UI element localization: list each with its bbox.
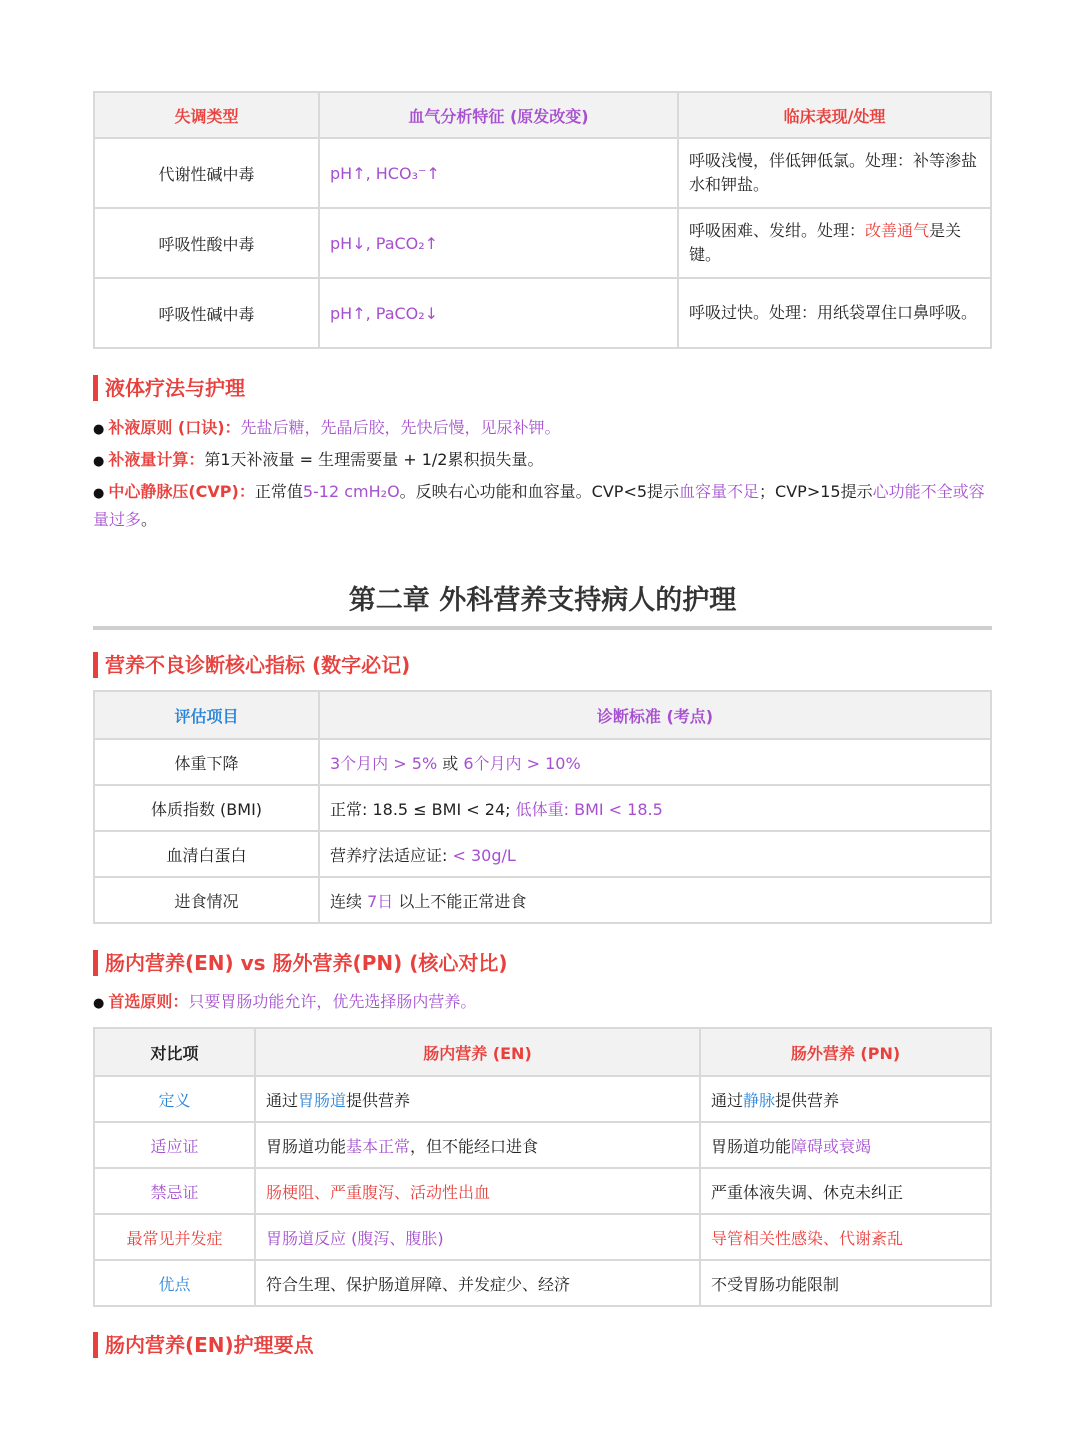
bullet-fluid-principle <box>93 415 993 443</box>
col-header-feature: 血气分析特征 (原发改变) <box>319 92 678 138</box>
bullet-dot-icon: ● <box>93 486 105 501</box>
cvp-text-4: 。 <box>141 510 158 529</box>
bullet-dot-icon: ● <box>93 996 105 1011</box>
bullet-text: 第1天补液量 = 生理需要量 + 1/2累积损失量。 <box>204 450 544 469</box>
clinical-cell <box>678 208 991 278</box>
disorder-type: 呼吸性酸中毒 <box>94 208 319 278</box>
pn-cell <box>700 1076 991 1122</box>
cvp-low-meaning: 血容量不足 <box>679 482 760 501</box>
criteria-value: < 30g/L <box>452 845 516 865</box>
cell-highlight: 静脉 <box>743 1090 776 1110</box>
bullet-text: 只要胃肠功能允许，优先选择肠内营养。 <box>188 992 477 1011</box>
col-header-item: 评估项目 <box>94 691 319 739</box>
bullet-fluid-volume <box>93 447 993 475</box>
chapter-divider <box>93 626 992 630</box>
disorder-type: 代谢性碱中毒 <box>94 138 319 208</box>
table-row <box>94 831 991 877</box>
en-cell: 符合生理、保护肠道屏障、并发症少、经济 <box>255 1260 700 1306</box>
clinical-cell <box>678 138 991 208</box>
acid-base-table <box>93 91 992 349</box>
criteria-text: 营养疗法适应证: <box>330 845 453 865</box>
cell-text: 胃肠道功能 <box>711 1136 792 1156</box>
criteria-value: 7日 <box>367 891 394 911</box>
clinical-highlight: 改善通气 <box>865 221 930 240</box>
pn-cell: 导管相关性感染、代谢紊乱 <box>700 1214 991 1260</box>
criteria-text: 或 <box>437 753 464 773</box>
table-row <box>94 208 991 278</box>
pn-cell <box>700 1122 991 1168</box>
compare-item: 最常见并发症 <box>94 1214 255 1260</box>
clinical-text: 呼吸浅慢，伴低钾低氯。处理：补等渗盐水和钾盐。 <box>689 151 978 194</box>
col-header-pn: 肠外营养 (PN) <box>700 1028 991 1076</box>
col-header-type: 失调类型 <box>94 92 319 138</box>
blood-gas-feature: pH↑, PaCO₂↓ <box>319 278 678 348</box>
pn-cell: 不受胃肠功能限制 <box>700 1260 991 1306</box>
criteria-cell <box>319 877 991 923</box>
table-row <box>94 1260 991 1306</box>
col-header-clinical: 临床表现/处理 <box>678 92 991 138</box>
bullet-principle <box>93 989 993 1017</box>
compare-item: 适应证 <box>94 1122 255 1168</box>
cell-text: 提供营养 <box>775 1090 840 1110</box>
table-row <box>94 1214 991 1260</box>
assessment-item: 进食情况 <box>94 877 319 923</box>
en-cell <box>255 1076 700 1122</box>
malnutrition-table <box>93 690 992 924</box>
pn-cell: 严重体液失调、休克未纠正 <box>700 1168 991 1214</box>
col-header-criteria: 诊断标准 (考点) <box>319 691 991 739</box>
col-header-en: 肠内营养 (EN) <box>255 1028 700 1076</box>
table-row <box>94 785 991 831</box>
section-title-fluid: 液体疗法与护理 <box>93 375 245 401</box>
cell-highlight: 胃肠道 <box>298 1090 347 1110</box>
bullet-label: 中心静脉压(CVP)： <box>108 482 255 501</box>
section-title-malnutrition: 营养不良诊断核心指标 (数字必记) <box>93 652 410 678</box>
cvp-text-1: 正常值 <box>254 482 303 501</box>
cell-text: 通过 <box>711 1090 744 1110</box>
criteria-text: 以上不能正常进食 <box>393 891 527 911</box>
cvp-high-meaning: 心功能不全或容量过多 <box>93 482 985 529</box>
cell-text: 提供营养 <box>346 1090 411 1110</box>
clinical-cell <box>678 278 991 348</box>
en-cell: 肠梗阻、严重腹泻、活动性出血 <box>255 1168 700 1214</box>
assessment-item: 体质指数 (BMI) <box>94 785 319 831</box>
compare-item: 优点 <box>94 1260 255 1306</box>
bullet-label: 补液量计算： <box>108 450 205 469</box>
criteria-text: 连续 <box>330 891 368 911</box>
compare-item: 禁忌证 <box>94 1168 255 1214</box>
en-cell: 胃肠道反应 (腹泻、腹胀) <box>255 1214 700 1260</box>
bullet-cvp <box>93 479 993 533</box>
en-pn-table <box>93 1027 992 1307</box>
table-header-row <box>94 1028 991 1076</box>
table-row <box>94 1076 991 1122</box>
en-cell <box>255 1122 700 1168</box>
criteria-cell <box>319 785 991 831</box>
section-title-en-nursing: 肠内营养(EN)护理要点 <box>93 1332 314 1358</box>
table-row <box>94 1168 991 1214</box>
bullet-label: 补液原则 (口诀)： <box>108 418 241 437</box>
blood-gas-feature: pH↑, HCO₃⁻↑ <box>319 138 678 208</box>
blood-gas-feature: pH↓, PaCO₂↑ <box>319 208 678 278</box>
compare-item: 定义 <box>94 1076 255 1122</box>
criteria-value: 3个月内 > 5% <box>330 753 438 773</box>
table-row <box>94 138 991 208</box>
bullet-text: 先盐后糖，先晶后胶，先快后慢，见尿补钾。 <box>240 418 561 437</box>
cell-highlight: 基本正常 <box>346 1136 411 1156</box>
section-title-en-pn: 肠内营养(EN) vs 肠外营养(PN) (核心对比) <box>93 950 507 976</box>
criteria-cell <box>319 739 991 785</box>
cell-text: 胃肠道功能 <box>266 1136 347 1156</box>
criteria-value: 低体重: BMI < 18.5 <box>515 799 663 819</box>
bullet-dot-icon: ● <box>93 454 105 469</box>
cvp-text-2: 。反映右心功能和血容量。CVP<5提示 <box>399 482 680 501</box>
table-row <box>94 739 991 785</box>
cvp-text-3: ；CVP>15提示 <box>759 482 873 501</box>
table-header-row <box>94 92 991 138</box>
bullet-label: 首选原则： <box>108 992 189 1011</box>
disorder-type: 呼吸性碱中毒 <box>94 278 319 348</box>
table-row <box>94 877 991 923</box>
criteria-cell <box>319 831 991 877</box>
clinical-text-end: 是关键。 <box>689 221 962 264</box>
chapter-title: 第二章 外科营养支持病人的护理 <box>348 585 737 616</box>
cell-text: 通过 <box>266 1090 299 1110</box>
table-row <box>94 1122 991 1168</box>
criteria-text: 正常: 18.5 ≤ BMI < 24; <box>330 799 516 819</box>
clinical-text: 呼吸过快。处理：用纸袋罩住口鼻呼吸。 <box>689 303 978 322</box>
cell-text: ，但不能经口进食 <box>410 1136 539 1156</box>
criteria-value: 6个月内 > 10% <box>463 753 581 773</box>
table-header-row <box>94 691 991 739</box>
assessment-item: 血清白蛋白 <box>94 831 319 877</box>
clinical-text: 呼吸困难、发绀。处理： <box>689 221 866 240</box>
col-header-item: 对比项 <box>94 1028 255 1076</box>
cell-highlight: 障碍或衰竭 <box>791 1136 872 1156</box>
cvp-normal-value: 5-12 cmH₂O <box>302 482 400 501</box>
assessment-item: 体重下降 <box>94 739 319 785</box>
table-row <box>94 278 991 348</box>
bullet-dot-icon: ● <box>93 422 105 437</box>
